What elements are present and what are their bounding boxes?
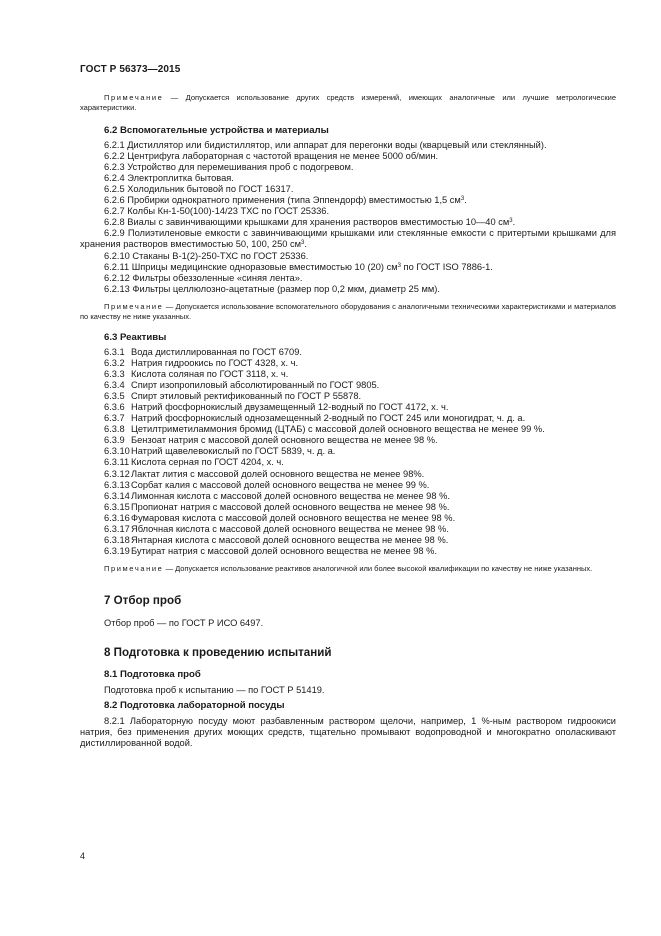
- reagent-text: Бензоат натрия с массовой долей основного вещества не менее 98 %.: [131, 435, 438, 446]
- reagent-text: Яблочная кислота с массовой долей основного вещества не менее 98 %.: [131, 524, 449, 534]
- reagent-text: Натрий щавелевокислый по ГОСТ 5839, ч. д. а.: [131, 446, 336, 457]
- reagent-item: [80, 358, 616, 369]
- note-label: Примечание: [104, 93, 164, 102]
- reagent-item: [80, 446, 616, 457]
- reagent-text: Бутират натрия с массовой долей основного вещества не менее 98 %.: [131, 546, 438, 557]
- reagent-text: Спирт этиловый ректификованный по ГОСТ Р 55878.: [131, 390, 362, 401]
- reagent-item: [80, 380, 616, 391]
- reagent-text: Лактат лития с массовой долей основного вещества не менее 98%.: [131, 468, 425, 479]
- reagent-text: Лимонная кислота с массовой долей основного вещества не менее 98 %.: [131, 490, 450, 501]
- reagent-text: Цетилтриметиламмония бромид (ЦТАБ) с массовой долей основного вещества не менее 99 %.: [131, 424, 545, 435]
- reagent-text: Сорбат калия с массовой долей основного вещества не менее 99 %.: [131, 479, 430, 490]
- reagent-text: Пропионат натрия с массовой долей основного вещества не менее 98 %.: [131, 501, 450, 512]
- reagent-number: 6.3.1: [104, 346, 125, 357]
- list-item: 6.2.2 Центрифуга лабораторная с частотой вращения не менее 5000 об/мин.: [104, 150, 439, 161]
- reagent-number: 6.3.15: [104, 501, 130, 512]
- list-item: [80, 195, 616, 206]
- note-label: Примечание: [104, 564, 164, 574]
- reagent-number: 6.3.4: [104, 379, 125, 390]
- reagent-number: 6.3.10: [104, 446, 130, 457]
- reagent-number: 6.3.17: [104, 524, 130, 534]
- section-7-title: 7 Отбор проб: [104, 593, 182, 607]
- section-6-2-list: [80, 140, 616, 295]
- standard-header: ГОСТ Р 56373—2015: [80, 64, 181, 75]
- reagent-item: [80, 524, 616, 535]
- list-item: 6.2.3 Устройство для перемешивания проб с подогревом.: [104, 161, 354, 172]
- reagent-text: Натрий фосфорнокислый однозамещенный 2-водный по ГОСТ 245 или моногидрат, ч. д. а.: [131, 413, 526, 424]
- section-8-1-text: Подготовка проб к испытанию — по ГОСТ Р 51419.: [104, 684, 325, 695]
- reagent-item: [80, 457, 616, 468]
- reagent-item: [80, 435, 616, 446]
- reagent-text: Натрия гидроокись по ГОСТ 4328, х. ч.: [131, 357, 299, 368]
- reagent-number: 6.3.16: [104, 512, 130, 523]
- reagent-item: [80, 535, 616, 546]
- section-8-2-1-text: 8.2.1 Лабораторную посуду моют разбавленным раствором щелочи, например, 1 %-ным раствором гидроокиси натрия, без применения других моющих средств, тщательно промывают водопроводной и многократно ополаскивают дистиллированной водой.: [80, 715, 616, 748]
- note-auxiliary-equipment: [80, 302, 616, 323]
- item-text: 6.2.9 Полиэтиленовые емкости с завинчивающими крышками или стеклянные емкости с притертыми крышками для хранения растворов вместимостью 50, 100, 250 см: [80, 228, 616, 250]
- reagent-item: [80, 502, 616, 513]
- list-item: [80, 262, 616, 273]
- reagent-text: Вода дистиллированная по ГОСТ 6709.: [131, 346, 302, 357]
- reagent-number: 6.3.11: [104, 457, 130, 468]
- list-item: 6.2.4 Электроплитка бытовая.: [104, 172, 234, 183]
- list-item: 6.2.5 Холодильник бытовой по ГОСТ 16317.: [104, 183, 294, 194]
- reagent-text: Янтарная кислота с массовой долей основного вещества не менее 98 %.: [131, 535, 449, 546]
- reagent-number: 6.3.13: [104, 479, 130, 490]
- note-label: Примечание: [104, 301, 164, 311]
- reagent-item: [80, 424, 616, 435]
- note-reagents: [80, 564, 616, 574]
- reagent-number: 6.3.14: [104, 490, 130, 501]
- reagent-text: Натрий фосфорнокислый двузамещенный 12-водный по ГОСТ 4172, х. ч.: [131, 401, 449, 412]
- item-end: по ГОСТ ISO 7886-1.: [400, 261, 493, 272]
- superscript: 3: [460, 196, 465, 203]
- list-item: 6.2.13 Фильтры целлюлозно-ацетатные (размер пор 0,2 мкм, диаметр 25 мм).: [104, 283, 440, 294]
- section-6-3-title: 6.3 Реактивы: [104, 331, 167, 343]
- item-end: .: [512, 217, 516, 228]
- page-content: [80, 93, 616, 749]
- reagent-number: 6.3.19: [104, 546, 130, 557]
- reagent-item: [80, 391, 616, 402]
- reagent-item: [80, 513, 616, 524]
- reagent-item: [80, 480, 616, 491]
- reagent-item: [80, 469, 616, 480]
- reagent-text: Фумаровая кислота с массовой долей основного вещества не менее 98 %.: [131, 512, 456, 523]
- reagent-item: [80, 347, 616, 358]
- item-end: .: [304, 239, 307, 250]
- superscript: 3: [301, 240, 305, 247]
- item-end: .: [464, 195, 467, 206]
- section-8-2-title: 8.2 Подготовка лабораторной посуды: [104, 699, 285, 711]
- section-8-title: 8 Подготовка к проведению испытаний: [104, 645, 332, 659]
- reagent-item: [80, 402, 616, 413]
- note-text: — Допускается использование вспомогательного оборудования с аналогичными техническими характеристиками и материалов по качеству не ниже указанных.: [80, 301, 616, 322]
- note-text: — Допускается использование других средств измерений, имеющих аналогичные или лучшие метрологические характеристики.: [80, 93, 616, 113]
- reagent-item: [80, 369, 616, 380]
- list-item: 6.2.1 Дистиллятор или бидистиллятор, или аппарат для перегонки воды (кварцевый или стеклянный).: [104, 139, 547, 150]
- reagent-number: 6.3.2: [104, 357, 125, 368]
- list-item: [80, 228, 616, 250]
- reagent-number: 6.3.6: [104, 401, 125, 412]
- reagent-number: 6.3.5: [104, 390, 125, 401]
- section-6-2-title: 6.2 Вспомогательные устройства и материалы: [104, 124, 329, 136]
- page-number: 4: [80, 851, 86, 861]
- list-item: 6.2.12 Фильтры обеззоленные «синяя лента».: [104, 272, 303, 283]
- item-text: 6.2.11 Шприцы медицинские одноразовые вместимостью 10 (20) см: [104, 261, 398, 272]
- reagent-number: 6.3.9: [104, 435, 125, 446]
- reagent-item: [80, 413, 616, 424]
- section-7-text: Отбор проб — по ГОСТ Р ИСО 6497.: [104, 617, 264, 628]
- list-item: 6.2.7 Колбы Кн-1-50(100)-14/23 ТХС по ГОСТ 25336.: [104, 206, 330, 217]
- superscript: 3: [397, 262, 401, 269]
- list-item: 6.2.10 Стаканы В-1(2)-250-ТХС по ГОСТ 25336.: [104, 250, 309, 261]
- reagent-text: Кислота соляная по ГОСТ 3118, х. ч.: [131, 368, 289, 379]
- reagent-text: Спирт изопропиловый абсолютированный по ГОСТ 9805.: [131, 379, 380, 390]
- reagent-number: 6.3.3: [104, 368, 125, 379]
- reagent-number: 6.3.18: [104, 535, 130, 546]
- reagent-text: Кислота серная по ГОСТ 4204, х. ч.: [131, 457, 284, 468]
- superscript: 3: [509, 218, 513, 225]
- reagent-number: 6.3.8: [104, 424, 125, 435]
- item-text: 6.2.6 Пробирки однократного применения (типа Эппендорф) вместимостью 1,5 см: [104, 195, 461, 206]
- note-text: — Допускается использование реактивов аналогичной или более высокой квалификации по качеству не ниже указанных.: [163, 564, 593, 574]
- reagent-item: [80, 546, 616, 557]
- reagents-list: [80, 347, 616, 558]
- item-text: 6.2.8 Виалы с завинчивающими крышками для хранения растворов вместимостью 10—40 см: [104, 217, 510, 228]
- section-8-1-title: 8.1 Подготовка проб: [104, 668, 201, 680]
- note-measuring-instruments: [80, 93, 616, 114]
- reagent-item: [80, 491, 616, 502]
- reagent-number: 6.3.7: [104, 413, 125, 424]
- reagent-number: 6.3.12: [104, 468, 130, 479]
- list-item: [80, 217, 616, 228]
